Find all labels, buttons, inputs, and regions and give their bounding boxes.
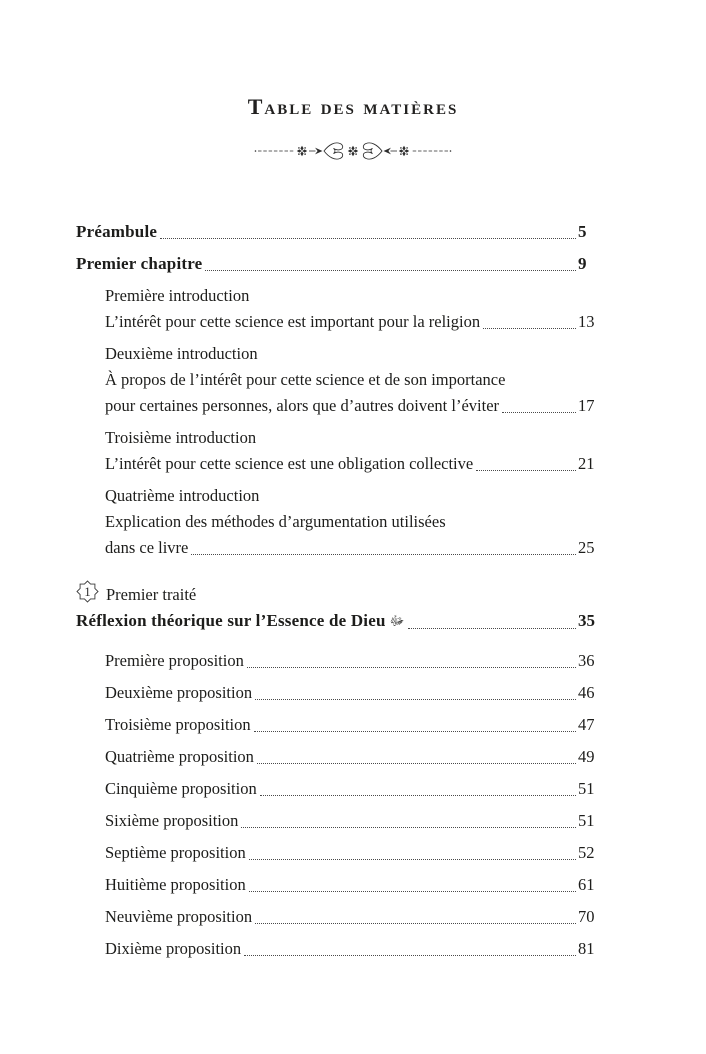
toc-block: [76, 712, 602, 738]
fleuron-divider-icon: [248, 134, 458, 168]
page-title: Table des matières: [247, 94, 459, 119]
toc-entry-line: [76, 608, 602, 635]
toc-block: [76, 840, 602, 866]
toc-entry-line: [105, 936, 602, 962]
toc-block: [76, 283, 602, 335]
dotted-leader: [483, 327, 576, 329]
toc-entry-line: [105, 872, 602, 898]
toc-entry-text: Première proposition: [105, 651, 244, 670]
ornament-row: [0, 134, 706, 173]
dotted-leader: [247, 666, 576, 668]
toc-page-number: 81: [578, 939, 595, 958]
dotted-leader: [408, 627, 576, 629]
toc-entry-line: [105, 808, 602, 834]
toc-page-number: 36: [578, 651, 595, 670]
toc-page-number: 35: [578, 611, 595, 630]
toc-page-number: 17: [578, 396, 595, 415]
toc-entry-line: [76, 575, 602, 608]
toc-block: [76, 575, 602, 635]
toc-block: [76, 251, 602, 277]
toc-entry-line: [105, 776, 602, 802]
toc-entry-text: Premier traité: [106, 585, 197, 604]
toc-entry-line: [76, 219, 602, 245]
toc-entry-line: [105, 425, 602, 451]
toc-entry-text: Quatrième proposition: [105, 747, 254, 766]
toc-entry-text: Première introduction: [105, 286, 250, 305]
toc-entry-text: Deuxième introduction: [105, 344, 258, 363]
toc-entry-text: Troisième introduction: [105, 428, 257, 447]
dotted-leader: [254, 730, 576, 732]
toc-page-number: 21: [578, 454, 595, 473]
toc-block: [76, 776, 602, 802]
toc-block: [76, 680, 602, 706]
toc-block: [76, 648, 602, 674]
toc-block: [76, 425, 602, 477]
dotted-leader: [260, 794, 576, 796]
toc-page-number: 25: [578, 538, 595, 557]
dotted-leader: [160, 237, 576, 239]
dotted-leader: [249, 890, 576, 892]
toc-entry-text: Huitième proposition: [105, 875, 246, 894]
toc-block: [76, 483, 602, 561]
toc-entry-text: pour certaines personnes, alors que d’autres doivent l’éviter: [105, 396, 500, 415]
dotted-leader: [502, 411, 576, 413]
dotted-leader: [255, 922, 576, 924]
toc-entry-text: Deuxième proposition: [105, 683, 253, 702]
toc-entry-text: Dixième proposition: [105, 939, 242, 958]
toc-entry-line: [76, 251, 602, 277]
toc-entry-line: [105, 283, 602, 309]
toc-entry-text: À propos de l’intérêt pour cette science et de son importance: [105, 370, 506, 389]
toc-entry-line: [105, 393, 602, 419]
toc-block: [76, 872, 602, 898]
toc-entry-text: Troisième proposition: [105, 715, 251, 734]
toc-block: [76, 904, 602, 930]
toc-entry-text: Neuvième proposition: [105, 907, 253, 926]
badge-number: 1: [84, 584, 91, 599]
dotted-leader: [191, 553, 576, 555]
toc-entry-line: [105, 680, 602, 706]
toc-page-number: 13: [578, 312, 595, 331]
toc-entry-line: [105, 509, 602, 535]
dotted-leader: [205, 269, 576, 271]
toc-list: [76, 219, 602, 962]
toc-block: [76, 219, 602, 245]
octagram-star-badge-icon: [76, 579, 99, 604]
toc-page-number: 49: [578, 747, 595, 766]
toc-entry-text: Explication des méthodes d’argumentation utilisées: [105, 512, 446, 531]
toc-page-number: 51: [578, 779, 595, 798]
toc-block: [76, 808, 602, 834]
dotted-leader: [257, 762, 576, 764]
toc-entry-text: Cinquième proposition: [105, 779, 257, 798]
toc-page-number: 61: [578, 875, 595, 894]
toc-entry-line: [105, 309, 602, 335]
toc-entry-line: [105, 712, 602, 738]
toc-entry-text: dans ce livre: [105, 538, 189, 557]
toc-page-number: 70: [578, 907, 595, 926]
dotted-leader: [249, 858, 576, 860]
toc-entry-line: [105, 904, 602, 930]
toc-entry-line: [105, 367, 602, 393]
toc-page-number: 46: [578, 683, 595, 702]
toc-page-number: 9: [578, 254, 587, 273]
dotted-leader: [476, 469, 576, 471]
dotted-leader: [255, 698, 576, 700]
toc-page-number: 5: [578, 222, 587, 241]
honorific-symbol: ﷻ: [389, 613, 405, 628]
toc-entry-text: Sixième proposition: [105, 811, 239, 830]
toc-page-number: 51: [578, 811, 595, 830]
toc-entry-line: [105, 648, 602, 674]
toc-entry-text: Premier chapitre: [76, 254, 203, 273]
toc-block: [76, 341, 602, 419]
toc-entry-text: Septième proposition: [105, 843, 246, 862]
toc-entry-line: [105, 341, 602, 367]
toc-entry-line: [105, 451, 602, 477]
toc-entry-line: [105, 535, 602, 561]
toc-entry-line: [105, 483, 602, 509]
toc-page-number: 52: [578, 843, 595, 862]
toc-block: [76, 936, 602, 962]
toc-page-number: 47: [578, 715, 595, 734]
page-header: [0, 0, 706, 122]
toc-entry-text: Préambule: [76, 222, 158, 241]
toc-entry-text: Réflexion théorique sur l’Essence de Dieu: [76, 611, 386, 630]
toc-entry-line: [105, 744, 602, 770]
toc-block: [76, 744, 602, 770]
dotted-leader: [241, 826, 576, 828]
toc-entry-line: [105, 840, 602, 866]
toc-entry-text: L’intérêt pour cette science est important pour la religion: [105, 312, 481, 331]
dotted-leader: [244, 954, 576, 956]
toc-entry-text: L’intérêt pour cette science est une obligation collective: [105, 454, 474, 473]
toc-entry-text: Quatrième introduction: [105, 486, 260, 505]
